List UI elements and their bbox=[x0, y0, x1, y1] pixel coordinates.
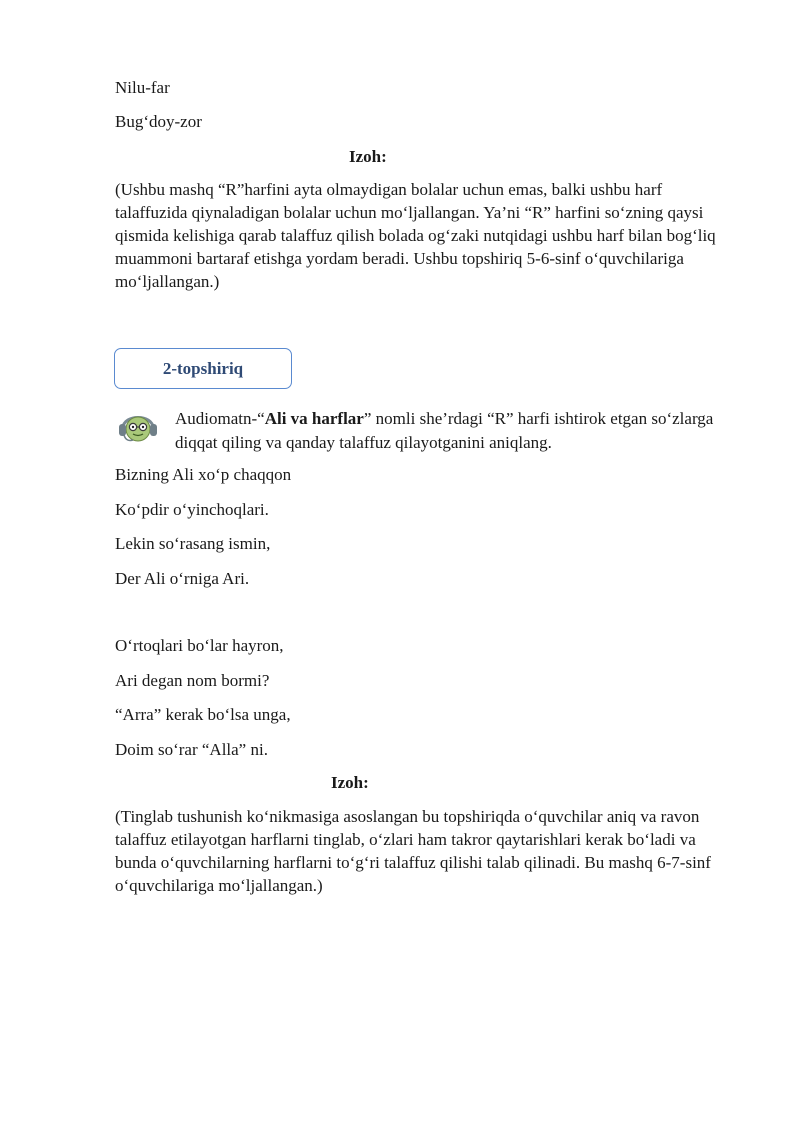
instruction-suffix: ” nomli she’rdagi “R” harfi ishtirok etgan so‘zlarga diqqat qiling va qanday talaffuz qilayotganini aniqlang. bbox=[175, 409, 714, 452]
word-line-2: Bug‘doy-zor bbox=[115, 112, 202, 131]
poem-line: “Arra” kerak bo‘lsa unga, bbox=[115, 705, 291, 724]
note-text-1: (Ushbu mashq “R”harfini ayta olmaydigan bolalar uchun emas, balki ushbu harf talaffuzida qiynaladigan bolalar uchun mo‘ljallangan. Ya’ni “R” harfini so‘zning qaysi qismida kelishiga qarab talaffuz qilish bolada og‘zaki nutqidagi ushbu harf bilan bog‘liq muammoni bartaraf etishga yordam beradi. Ushbu topshiriq 5-6-sinf o‘quvchilariga mo‘ljallangan.) bbox=[115, 180, 716, 291]
instruction-prefix: Audiomatn-“ bbox=[175, 409, 265, 428]
note-text-2: (Tinglab tushunish ko‘nikmasiga asoslangan bu topshiriqda o‘quvchilar aniq va ravon talaffuz etilayotgan harflarni tinglab, o‘zlari ham takror qaytarishlari kerak bo‘ladi va bunda o‘quvchilarning harflarni to‘g‘ri talaffuz qilishi talab qilinadi. Bu mashq 6-7-sinf o‘quvchilariga mo‘ljallangan.) bbox=[115, 807, 711, 895]
poem-line: O‘rtoqlari bo‘lar hayron, bbox=[115, 636, 284, 655]
note-heading-2: Izoh: bbox=[331, 773, 369, 792]
poem-line: Ko‘pdir o‘yinchoqlari. bbox=[115, 500, 269, 519]
task-label-box bbox=[114, 348, 292, 389]
poem-line: Bizning Ali xo‘p chaqqon bbox=[115, 465, 292, 484]
poem-line: Lekin so‘rasang ismin, bbox=[115, 534, 271, 553]
poem-title: Ali va harflar bbox=[264, 409, 364, 428]
headphones-student-icon bbox=[116, 406, 160, 448]
word-line-1: Nilu-far bbox=[115, 78, 170, 97]
note-heading-1: Izoh: bbox=[349, 147, 387, 166]
poem-line: Ari degan nom bormi? bbox=[115, 671, 270, 690]
task-label: 2-topshiriq bbox=[162, 358, 244, 378]
task-instruction bbox=[175, 407, 735, 455]
poem-line: Doim so‘rar “Alla” ni. bbox=[115, 740, 268, 759]
poem-line: Der Ali o‘rniga Ari. bbox=[115, 569, 250, 588]
